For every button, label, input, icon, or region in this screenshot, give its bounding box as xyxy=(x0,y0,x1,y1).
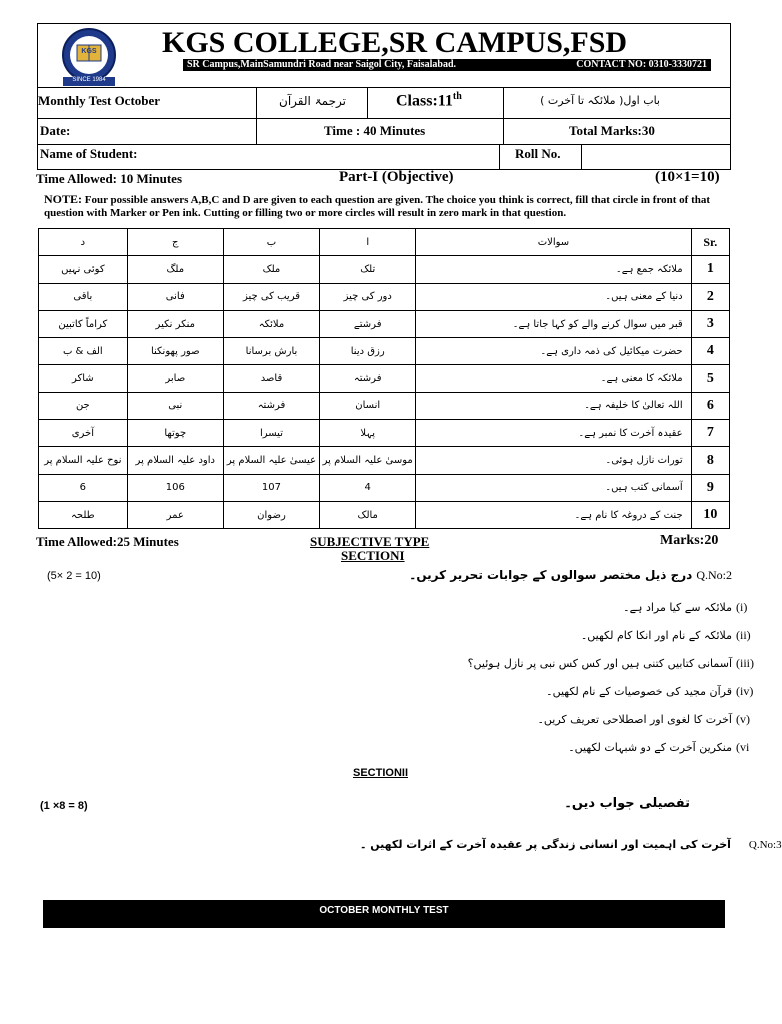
question-number: 10 xyxy=(691,501,729,528)
option-c: نبی xyxy=(127,392,223,419)
header-divider xyxy=(256,87,257,144)
option-d: 6 xyxy=(39,474,128,501)
subjective-title: SUBJECTIVE TYPE xyxy=(310,534,430,549)
class-value: Class:11 xyxy=(396,92,453,110)
option-c: فانی xyxy=(127,283,223,310)
section2-title: SECTIONII xyxy=(353,767,409,779)
header-divider xyxy=(367,87,368,118)
short-question-text: منکرین آخرت کے دو شبہات لکھیں۔ xyxy=(568,741,732,754)
note-text: Four possible answers A,B,C and D are given to each question are given. The choice you think is correct, fill that circle in front of that question with Marker or Pen ink. Cutting or filling two or more circles will result in zero mark in that question. xyxy=(44,194,711,219)
option-a-header: ا xyxy=(320,229,416,256)
option-b: بارش برسانا xyxy=(223,338,319,365)
class-superscript: th xyxy=(452,91,462,102)
option-a: تلک xyxy=(320,256,416,283)
mcq-table xyxy=(38,228,730,529)
option-a: انسان xyxy=(320,392,416,419)
mcq-row xyxy=(39,392,730,419)
footer-banner xyxy=(43,900,725,928)
time-label: Time : 40 Minutes xyxy=(324,123,426,138)
note-label: NOTE: xyxy=(44,192,83,206)
mcq-row xyxy=(39,365,730,392)
option-d: باقی xyxy=(39,283,128,310)
question-number: 2 xyxy=(691,283,729,310)
option-a: 4 xyxy=(320,474,416,501)
header-divider xyxy=(37,118,731,119)
short-question-text: قرآن مجید کی خصوصیات کے نام لکھیں۔ xyxy=(546,685,732,698)
option-c: ملگ xyxy=(127,256,223,283)
short-question-text: آسمانی کتابیں کتنی ہیں اور کس کس نبی پر نازل ہوئیں؟ xyxy=(467,657,732,670)
short-question-text: ملائکہ سے کیا مراد ہے۔ xyxy=(623,601,732,614)
option-c: داود علیہ السلام پر xyxy=(127,447,223,474)
question-number: 7 xyxy=(691,420,729,447)
option-c: چوتھا xyxy=(127,420,223,447)
date-label: Date: xyxy=(40,123,71,138)
option-c-header: ج xyxy=(127,229,223,256)
q3-number: Q.No:3 xyxy=(748,839,782,851)
question-number: 9 xyxy=(691,474,729,501)
question-number: 1 xyxy=(691,256,729,283)
option-a: فرشتہ xyxy=(320,365,416,392)
college-logo xyxy=(49,27,129,87)
objective-time: Time Allowed: 10 Minutes xyxy=(36,171,183,186)
option-b: ملائکہ xyxy=(223,310,319,337)
option-d: طلحہ xyxy=(39,501,128,528)
question-number: 5 xyxy=(691,365,729,392)
short-question xyxy=(380,598,762,616)
short-question-text: ملائکہ کے نام اور انکا کام لکھیں۔ xyxy=(580,629,732,642)
option-b: 107 xyxy=(223,474,319,501)
option-a: مالک xyxy=(320,501,416,528)
mcq-row xyxy=(39,310,730,337)
option-b: قاصد xyxy=(223,365,319,392)
short-question-number: (ii) xyxy=(736,628,751,642)
question-text: قبر میں سوال کرنے والے کو کہا جاتا ہے۔ xyxy=(416,310,691,337)
q2-line xyxy=(380,566,732,586)
short-question-number: (vi xyxy=(736,740,750,754)
header-divider xyxy=(503,87,504,144)
option-a: موسیٰ علیہ السلام پر xyxy=(320,447,416,474)
option-a: رزق دینا xyxy=(320,338,416,365)
part-title: Part-I (Objective) xyxy=(339,169,454,185)
contact-text: CONTACT NO: 0310-3330721 xyxy=(576,59,707,70)
short-question xyxy=(380,626,762,644)
short-question-number: (iv) xyxy=(736,684,754,698)
q2-text: درج ذیل مختصر سوالوں کے جوابات تحریر کریں۔ xyxy=(409,568,693,582)
student-name-label: Name of Student: xyxy=(40,146,138,161)
option-d: آخری xyxy=(39,420,128,447)
header-divider xyxy=(37,144,731,145)
option-b: رضوان xyxy=(223,501,319,528)
detail-marks: (1 ×8 = 8) xyxy=(40,800,88,812)
footer-banner-text: OCTOBER MONTHLY TEST xyxy=(319,905,449,916)
option-d: الف & ب xyxy=(39,338,128,365)
option-d: نوح علیہ السلام پر xyxy=(39,447,128,474)
question-number: 4 xyxy=(691,338,729,365)
mcq-row xyxy=(39,256,730,283)
option-c: عمر xyxy=(127,501,223,528)
short-question-number: (iii) xyxy=(736,656,754,670)
question-header: سوالات xyxy=(416,229,691,256)
mcq-header-row xyxy=(39,229,730,256)
question-number: 3 xyxy=(691,310,729,337)
mcq-row xyxy=(39,474,730,501)
option-c: صور پھونکنا xyxy=(127,338,223,365)
option-b: عیسیٰ علیہ السلام پر xyxy=(223,447,319,474)
question-number: 6 xyxy=(691,392,729,419)
short-question-text: آخرت کا لغوی اور اصطلاحی تعریف کریں۔ xyxy=(537,713,732,726)
subjective-marks: Marks:20 xyxy=(660,533,719,548)
option-b-header: ب xyxy=(223,229,319,256)
note xyxy=(44,193,730,220)
subjective-time: Time Allowed:25 Minutes xyxy=(36,534,179,549)
logo-text: KGS xyxy=(81,48,97,55)
mcq-row xyxy=(39,283,730,310)
subject-urdu: ترجمۃ القرآن xyxy=(279,94,346,108)
address-text: SR Campus,MainSamundri Road near Saigol City, Faisalabad. xyxy=(187,59,457,70)
question-text: تورات نازل ہوئی۔ xyxy=(416,447,691,474)
class-label xyxy=(396,91,462,110)
question-text: حضرت میکائیل کی ذمہ داری ہے۔ xyxy=(416,338,691,365)
option-d: جن xyxy=(39,392,128,419)
question-text: دنیا کے معنی ہیں۔ xyxy=(416,283,691,310)
short-question xyxy=(380,710,762,728)
q2-number: Q.No:2 xyxy=(696,568,732,582)
question-text: عقیدہ آخرت کا نمبر ہے۔ xyxy=(416,420,691,447)
option-b: ملک xyxy=(223,256,319,283)
option-d: شاکر xyxy=(39,365,128,392)
option-c: صابر xyxy=(127,365,223,392)
mcq-row xyxy=(39,420,730,447)
header-divider xyxy=(581,144,582,170)
question-text: آسمانی کتب ہیں۔ xyxy=(416,474,691,501)
question-text: جنت کے دروغہ کا نام ہے۔ xyxy=(416,501,691,528)
option-d-header: د xyxy=(39,229,128,256)
option-d: کراماً کاتبین xyxy=(39,310,128,337)
question-text: ملائکہ جمع ہے۔ xyxy=(416,256,691,283)
address-bar xyxy=(183,59,711,71)
option-b: فرشتہ xyxy=(223,392,319,419)
option-a: پہلا xyxy=(320,420,416,447)
option-a: دور کی چیز xyxy=(320,283,416,310)
mcq-row xyxy=(39,338,730,365)
header-divider xyxy=(37,87,731,88)
short-question-number: (i) xyxy=(736,600,748,614)
option-c: منکر نکیر xyxy=(127,310,223,337)
header-divider xyxy=(499,144,500,170)
roll-no-label: Roll No. xyxy=(515,146,561,161)
detail-label: تفصیلی جواب دیں۔ xyxy=(564,796,690,811)
q3-line xyxy=(360,835,782,855)
question-number: 8 xyxy=(691,447,729,474)
mcq-row xyxy=(39,447,730,474)
option-a: فرشتے xyxy=(320,310,416,337)
option-b: قریب کی چیز xyxy=(223,283,319,310)
short-question xyxy=(380,654,762,672)
sr-header: Sr. xyxy=(691,229,729,256)
total-marks: Total Marks:30 xyxy=(569,123,655,138)
q2-marks: (5× 2 = 10) xyxy=(47,570,101,582)
option-b: تیسرا xyxy=(223,420,319,447)
short-question-number: (v) xyxy=(736,712,750,726)
option-c: 106 xyxy=(127,474,223,501)
test-name: Monthly Test October xyxy=(38,93,161,108)
mcq-row xyxy=(39,501,730,528)
q3-text: آخرت کی اہمیت اور انسانی زندگی پر عقیدہ آخرت کے اثرات لکھیں ۔ xyxy=(360,838,731,851)
option-d: کوئی نہیں xyxy=(39,256,128,283)
logo-since-text: SINCE 1984 xyxy=(72,77,106,83)
short-question xyxy=(380,738,762,756)
short-question xyxy=(380,682,762,700)
chapter-urdu: باب اول( ملائکہ تا آخرت ) xyxy=(540,94,660,107)
college-name: KGS COLLEGE,SR CAMPUS,FSD xyxy=(162,26,628,59)
section1-title: SECTIONI xyxy=(341,548,405,563)
objective-marks: (10×1=10) xyxy=(655,169,720,185)
question-text: اللہ تعالیٰ کا خلیفہ ہے۔ xyxy=(416,392,691,419)
question-text: ملائکہ کا معنی ہے۔ xyxy=(416,365,691,392)
